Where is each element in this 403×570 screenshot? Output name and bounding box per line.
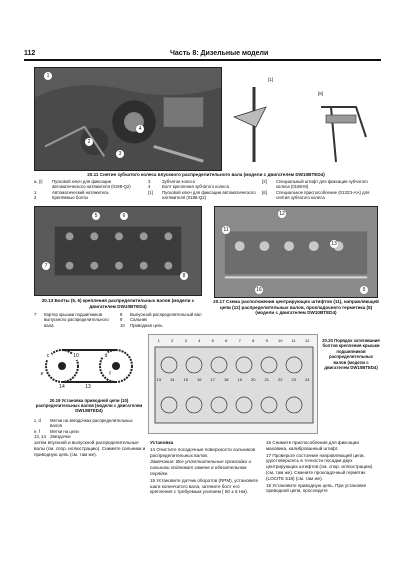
legend-key: 4 <box>148 184 151 190</box>
legend-key: 3 <box>148 179 151 184</box>
bolt-number: 16 <box>197 377 202 382</box>
bolt-number: 12 <box>305 338 310 343</box>
bolt-number: 23 <box>291 377 296 382</box>
bolt-number: 14 <box>170 377 175 382</box>
bolt-number: 13 <box>156 377 161 382</box>
section-heading: Установка <box>150 440 174 445</box>
legend-row <box>148 190 258 201</box>
legend-key: 9 <box>120 317 123 323</box>
fig-20-19-callout-c: c <box>44 352 52 360</box>
legend-row <box>34 179 144 190</box>
legend-key: 1 <box>34 189 37 195</box>
fig-20-19-callout-10: 10 <box>73 353 79 359</box>
fig-20-17-callout-5: 5 <box>360 286 368 294</box>
legend-value: Автоматический натяжитель <box>52 189 109 195</box>
legend-row <box>34 418 144 429</box>
legend-value: Крепёжные болты <box>52 195 89 201</box>
bolt-number: 24 <box>305 377 310 382</box>
body-column-2 <box>150 440 260 496</box>
fig-20-17-callout-11: 11 <box>223 227 229 233</box>
legend-key: 7 <box>34 312 37 317</box>
header-rule <box>24 59 381 61</box>
figure-20-13-caption: 20.13 Болты (5, 6) крепления распределительных валов (модели с двигателем DW10BTED4) <box>41 298 195 309</box>
legend-key: 10 <box>120 322 125 328</box>
section-title: Часть 8: Дизельные модели <box>170 50 269 57</box>
body-paragraph: 17 Проверьте состояние направляющей цепи, удостоверьтесь в точности посадки двух центрирующих штифтов (см. спор. иллюстрацию) (см. там же). Смените прокладочный герметик (LOCITE 518) (см. там же). <box>266 452 373 481</box>
legend-key: 2 <box>34 195 37 201</box>
fig-20-19-callout-d: d <box>102 352 110 360</box>
legend-key: а, (i) <box>34 179 43 184</box>
fig-20-17-callout-12: 12 <box>279 211 285 217</box>
legend-value: Картер крышки подшипников выпускного распределительного вала <box>44 312 109 328</box>
legend-value: Болт крепления зубчатого колеса <box>162 184 229 190</box>
body-paragraph: 15 Установите датчик оборотов (RPM), установите шаги коленчатого вала, затяните болт его крепления с требуемым усилием ( 50 ± 5 Нм). <box>150 477 259 495</box>
legend-value: Сальник <box>130 317 147 323</box>
legend-row <box>34 312 116 328</box>
fig-20-11-callout-tool-6: [6] <box>318 91 324 96</box>
figure-20-17-caption: 20.17 Схема расположения центрирующих штифтов (11), направляющей цепи (12) распределительных валов, прокладочного герметика (5) (модели с двигателем DW10BTED4) <box>213 299 379 316</box>
bolt-number: 5 <box>211 338 214 343</box>
bolt-number: 6 <box>225 338 228 343</box>
figure-20-11-legend-left <box>34 179 144 201</box>
legend-value: Пусковой ключ для фиксации автоматического натяжителя (0188-Q2) <box>52 179 131 190</box>
figure-20-11-photo <box>34 67 222 171</box>
figure-20-13-photo <box>34 206 202 296</box>
legend-key: [2] <box>262 179 267 184</box>
legend-key: c, d <box>34 418 41 423</box>
bolt-number: 3 <box>184 338 187 343</box>
fig-20-19-callout-13: 13 <box>85 384 91 390</box>
body-paragraph: 14 Очистите посадочные поверхности сальников распределительных валов. <box>150 446 256 458</box>
fig-20-17-callout-16: 16 <box>256 287 262 293</box>
figure-20-11-caption: 20.11 Снятие зубчатого колеса впускного распределительного вала (модели с двигателем DW10BTED4) <box>87 172 325 177</box>
bolt-number: 22 <box>278 377 283 382</box>
bolt-number: 11 <box>291 338 296 343</box>
legend-value: Метки на цепи <box>50 428 79 434</box>
bolt-number: 17 <box>210 377 215 382</box>
fig-20-11-callout-tool-1: [1] <box>268 77 274 82</box>
figure-20-11-legend-mid <box>148 179 258 201</box>
legend-value: Приводная цепь <box>130 322 163 328</box>
body-column-3 <box>266 440 380 495</box>
figure-20-11-tools <box>226 67 378 171</box>
page-number: 112 <box>24 50 36 57</box>
legend-row <box>120 323 202 328</box>
bolt-number: 19 <box>237 377 242 382</box>
bolt-number: 9 <box>265 338 268 343</box>
legend-key: 13, 14 <box>34 434 46 440</box>
fig-20-11-callout-2: 2 <box>85 138 93 146</box>
figure-20-11-legend-right <box>262 179 378 201</box>
body-paragraph: 18 Установите приводную цепь. При установке приводной цепи, проследите <box>266 482 367 494</box>
fig-20-11-callout-4: 4 <box>136 125 144 133</box>
legend-row <box>34 195 144 200</box>
body-paragraph: 16 Снимите приспособления для фиксации маховика, калиброванный штифт. <box>266 440 359 451</box>
bolt-number: 20 <box>251 377 256 382</box>
legend-key: [1] <box>148 189 153 195</box>
bolt-number: 10 <box>278 338 283 343</box>
legend-value: Специальное приспособление (0132Э-АА) для снятия зубчатого колеса <box>276 189 370 201</box>
legend-value: Специальный штифт для фиксации зубчатого колеса (0188-М) <box>276 179 368 190</box>
fig-20-19-callout-e: e <box>38 370 46 378</box>
legend-row <box>262 190 378 201</box>
figure-20-20-bolt-numbers <box>152 338 314 382</box>
legend-col <box>120 312 202 328</box>
bolt-number: 2 <box>171 338 174 343</box>
legend-key: [6] <box>262 189 267 195</box>
body-column-1 <box>34 440 146 458</box>
figure-20-19-legend <box>34 418 144 440</box>
legend-value: Пусковой ключ для фиксации автоматического натяжителя (0188-Q2) <box>162 189 256 201</box>
bolt-number: 7 <box>238 338 241 343</box>
bolt-number: 21 <box>264 377 269 382</box>
fig-20-13-callout-7: 7 <box>42 262 50 270</box>
legend-row <box>34 434 144 439</box>
fig-20-19-callout-14: 14 <box>59 384 65 390</box>
figure-20-13-legend <box>34 312 202 328</box>
legend-key: 8 <box>120 312 123 317</box>
fig-20-13-callout-6: 6 <box>120 212 128 220</box>
bolt-number: 4 <box>198 338 201 343</box>
fig-20-11-callout-3: 3 <box>116 150 124 158</box>
fig-20-13-callout-5: 5 <box>92 212 100 220</box>
figure-20-17-photo <box>214 206 378 298</box>
bolt-number: 18 <box>224 377 229 382</box>
bolt-number: 1 <box>157 338 160 343</box>
note: Замечание: Все уплотнительные прокладки и сальники подлежат замене в обязательном порядке. <box>150 459 252 476</box>
figure-20-20-caption: 20.20 Порядок затягивания болтов крепления крышки подшипников распределительных валов (модели с двигателем DW10BTED4) <box>322 338 380 371</box>
bolt-number: 15 <box>183 377 188 382</box>
legend-value: Выпускной распределительный вал <box>130 312 202 317</box>
fig-20-13-callout-8: 8 <box>180 272 188 280</box>
legend-row <box>262 179 378 190</box>
body-paragraph: затем впускной и выпускной распределительные валы (см. спор. иллюстрацию). Снимите сальники и приводную цепь (см. там же). <box>34 440 146 457</box>
legend-value: Зубчатое колесо <box>162 179 196 184</box>
fig-20-19-callout-f: f <box>106 370 114 378</box>
legend-value: Звёздочки <box>50 434 71 440</box>
legend-value: Метки на звёздочках распределительных валов <box>50 418 133 429</box>
fig-20-11-callout-1: 1 <box>44 72 52 80</box>
fig-20-17-callout-13: 13 <box>331 241 337 247</box>
legend-key: e, f <box>34 428 40 434</box>
figure-20-19-caption: 20.19 Установка приводной цепи (10) распределительных валов (модели с двигателем DW10BTED4) <box>35 398 143 414</box>
bolt-number: 8 <box>252 338 255 343</box>
